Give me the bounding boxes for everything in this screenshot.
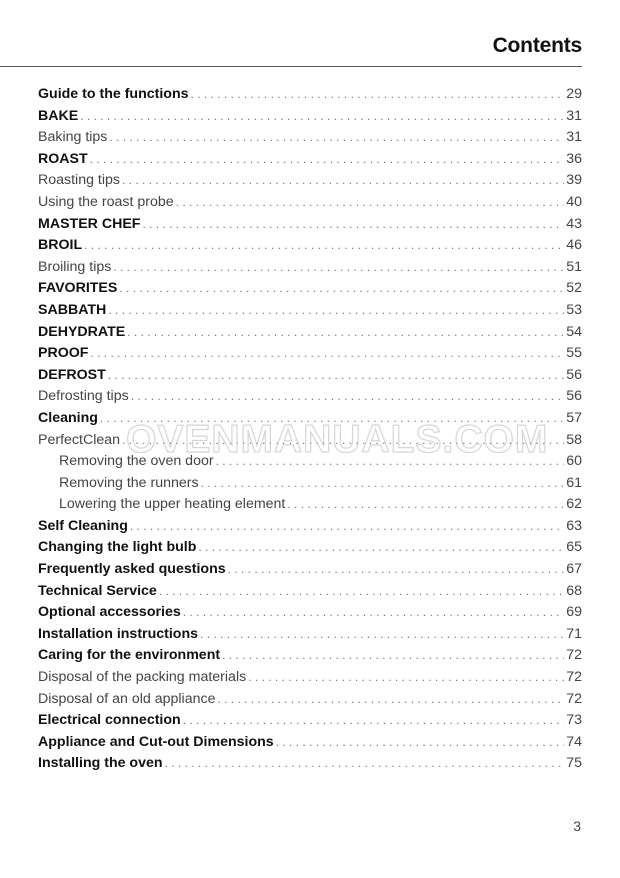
dot-leader [176,192,564,214]
dot-leader [100,408,564,430]
toc-entry[interactable] [38,149,582,171]
toc-entry[interactable] [38,214,582,236]
toc-entry[interactable] [38,689,582,711]
toc-entry-title: Disposal of an old appliance [38,690,216,707]
toc-entry-title: PerfectClean [38,431,121,448]
toc-entry-page: 31 [566,107,582,124]
toc-entry-page: 75 [566,755,582,772]
dot-leader [183,602,564,624]
toc-entry-page: 57 [566,409,582,426]
dot-leader [248,667,564,689]
toc-entry[interactable] [38,322,582,344]
toc-entry-page: 61 [566,474,582,491]
dot-leader [201,473,564,495]
toc-entry-title: Self Cleaning [38,517,128,534]
dot-leader [108,300,564,322]
toc-entry[interactable] [38,278,582,300]
dot-leader [80,106,564,128]
toc-entry-title: Baking tips [38,129,108,146]
toc-entry-title: Frequently asked questions [38,561,226,578]
toc-entry-page: 56 [566,388,582,405]
toc-entry[interactable] [38,624,582,646]
page-number: 3 [573,818,581,834]
toc-entry-page: 72 [566,669,582,686]
toc-entry-page: 29 [566,86,582,102]
toc-entry[interactable] [38,235,582,257]
toc-entry[interactable] [38,753,582,775]
dot-leader [165,753,564,775]
dot-leader [216,451,564,473]
toc-entry-page: 62 [566,496,582,513]
dot-leader [90,149,564,171]
toc-entry-page: 60 [566,453,582,470]
toc-entry-title: DEHYDRATE [38,323,126,340]
toc-entry-title: Changing the light bulb [38,539,197,556]
toc-entry-title: Installation instructions [38,625,199,642]
dot-leader [287,494,564,516]
dot-leader [130,516,564,538]
toc-entry[interactable] [38,494,582,516]
toc-entry[interactable] [38,170,582,192]
toc-entry-title: Cleaning [38,409,98,426]
toc-entry[interactable] [38,408,582,430]
toc-entry-title: Technical Service [38,582,157,599]
toc-entry[interactable] [38,430,582,452]
dot-leader [159,581,564,603]
toc-entry-title: MASTER CHEF [38,215,141,232]
toc-entry-page: 51 [566,258,582,275]
title-divider [0,66,582,67]
toc-entry-page: 56 [566,366,582,383]
toc-entry-title: Removing the runners [59,474,199,491]
toc-entry-page: 58 [566,431,582,448]
toc-entry-title: Removing the oven door [59,453,214,470]
toc-entry-title: Installing the oven [38,755,163,772]
dot-leader [276,732,564,754]
toc-entry[interactable] [38,732,582,754]
toc-entry-page: 65 [566,539,582,556]
toc-entry-page: 39 [566,172,582,189]
dot-leader [122,430,564,452]
toc-entry[interactable] [38,559,582,581]
watermark: OVENMANUALS.COM [126,418,549,461]
toc-entry-title: Lowering the upper heating element [59,496,286,513]
toc-entry-page: 72 [566,647,582,664]
toc-entry[interactable] [38,602,582,624]
toc-entry-page: 71 [566,625,582,642]
toc-entry-page: 43 [566,215,582,232]
dot-leader [222,645,564,667]
dot-leader [127,322,564,344]
toc-entry-page: 36 [566,150,582,167]
toc-entry-title: Using the roast probe [38,193,174,210]
dot-leader [228,559,564,581]
toc-entry[interactable] [38,473,582,495]
table-of-contents [38,84,582,775]
toc-entry[interactable] [38,667,582,689]
toc-entry[interactable] [38,84,582,106]
toc-entry-title: SABBATH [38,301,107,318]
toc-entry-title: BROIL [38,237,83,254]
dot-leader [109,127,564,149]
dot-leader [119,278,564,300]
toc-entry-title: Optional accessories [38,604,181,621]
toc-entry-title: ROAST [38,150,88,167]
toc-entry-title: Broiling tips [38,258,112,275]
toc-entry-page: 74 [566,733,582,750]
toc-entry[interactable] [38,257,582,279]
toc-entry-page: 69 [566,604,582,621]
toc-entry-title: BAKE [38,107,79,124]
toc-entry[interactable] [38,192,582,214]
dot-leader [108,365,564,387]
dot-leader [84,235,564,257]
toc-entry-page: 72 [566,690,582,707]
toc-entry[interactable] [38,300,582,322]
dot-leader [200,624,564,646]
toc-entry-title: FAVORITES [38,280,118,297]
toc-entry-title: Guide to the functions [38,86,189,102]
toc-entry-page: 55 [566,345,582,362]
dot-leader [191,84,564,106]
toc-entry-title: Caring for the environment [38,647,221,664]
toc-entry-title: Electrical connection [38,712,181,729]
toc-entry[interactable] [38,710,582,732]
toc-entry-page: 46 [566,237,582,254]
toc-entry[interactable] [38,537,582,559]
toc-entry[interactable] [38,365,582,387]
dot-leader [198,537,564,559]
toc-entry-title: DEFROST [38,366,106,383]
toc-entry-page: 68 [566,582,582,599]
dot-leader [131,386,564,408]
dot-leader [183,710,564,732]
toc-entry-page: 73 [566,712,582,729]
toc-entry-page: 31 [566,129,582,146]
dot-leader [122,170,564,192]
toc-entry-title: Defrosting tips [38,388,129,405]
toc-entry-page: 67 [566,561,582,578]
toc-entry[interactable] [38,106,582,128]
toc-entry[interactable] [38,645,582,667]
dot-leader [142,214,564,236]
toc-entry[interactable] [38,516,582,538]
dot-leader [217,689,564,711]
toc-entry-title: PROOF [38,345,89,362]
toc-entry-page: 40 [566,193,582,210]
dot-leader [90,343,564,365]
dot-leader [113,257,564,279]
toc-entry-title: Disposal of the packing materials [38,669,247,686]
toc-entry-title: Appliance and Cut-out Dimensions [38,733,274,750]
toc-entry-page: 52 [566,280,582,297]
toc-entry-page: 53 [566,301,582,318]
toc-entry-title: Roasting tips [38,172,121,189]
page-title: Contents [492,34,582,57]
toc-entry-page: 54 [566,323,582,340]
toc-entry[interactable] [38,451,582,473]
toc-entry[interactable] [38,127,582,149]
toc-entry[interactable] [38,581,582,603]
toc-entry[interactable] [38,343,582,365]
toc-entry[interactable] [38,386,582,408]
toc-entry-page: 63 [566,517,582,534]
